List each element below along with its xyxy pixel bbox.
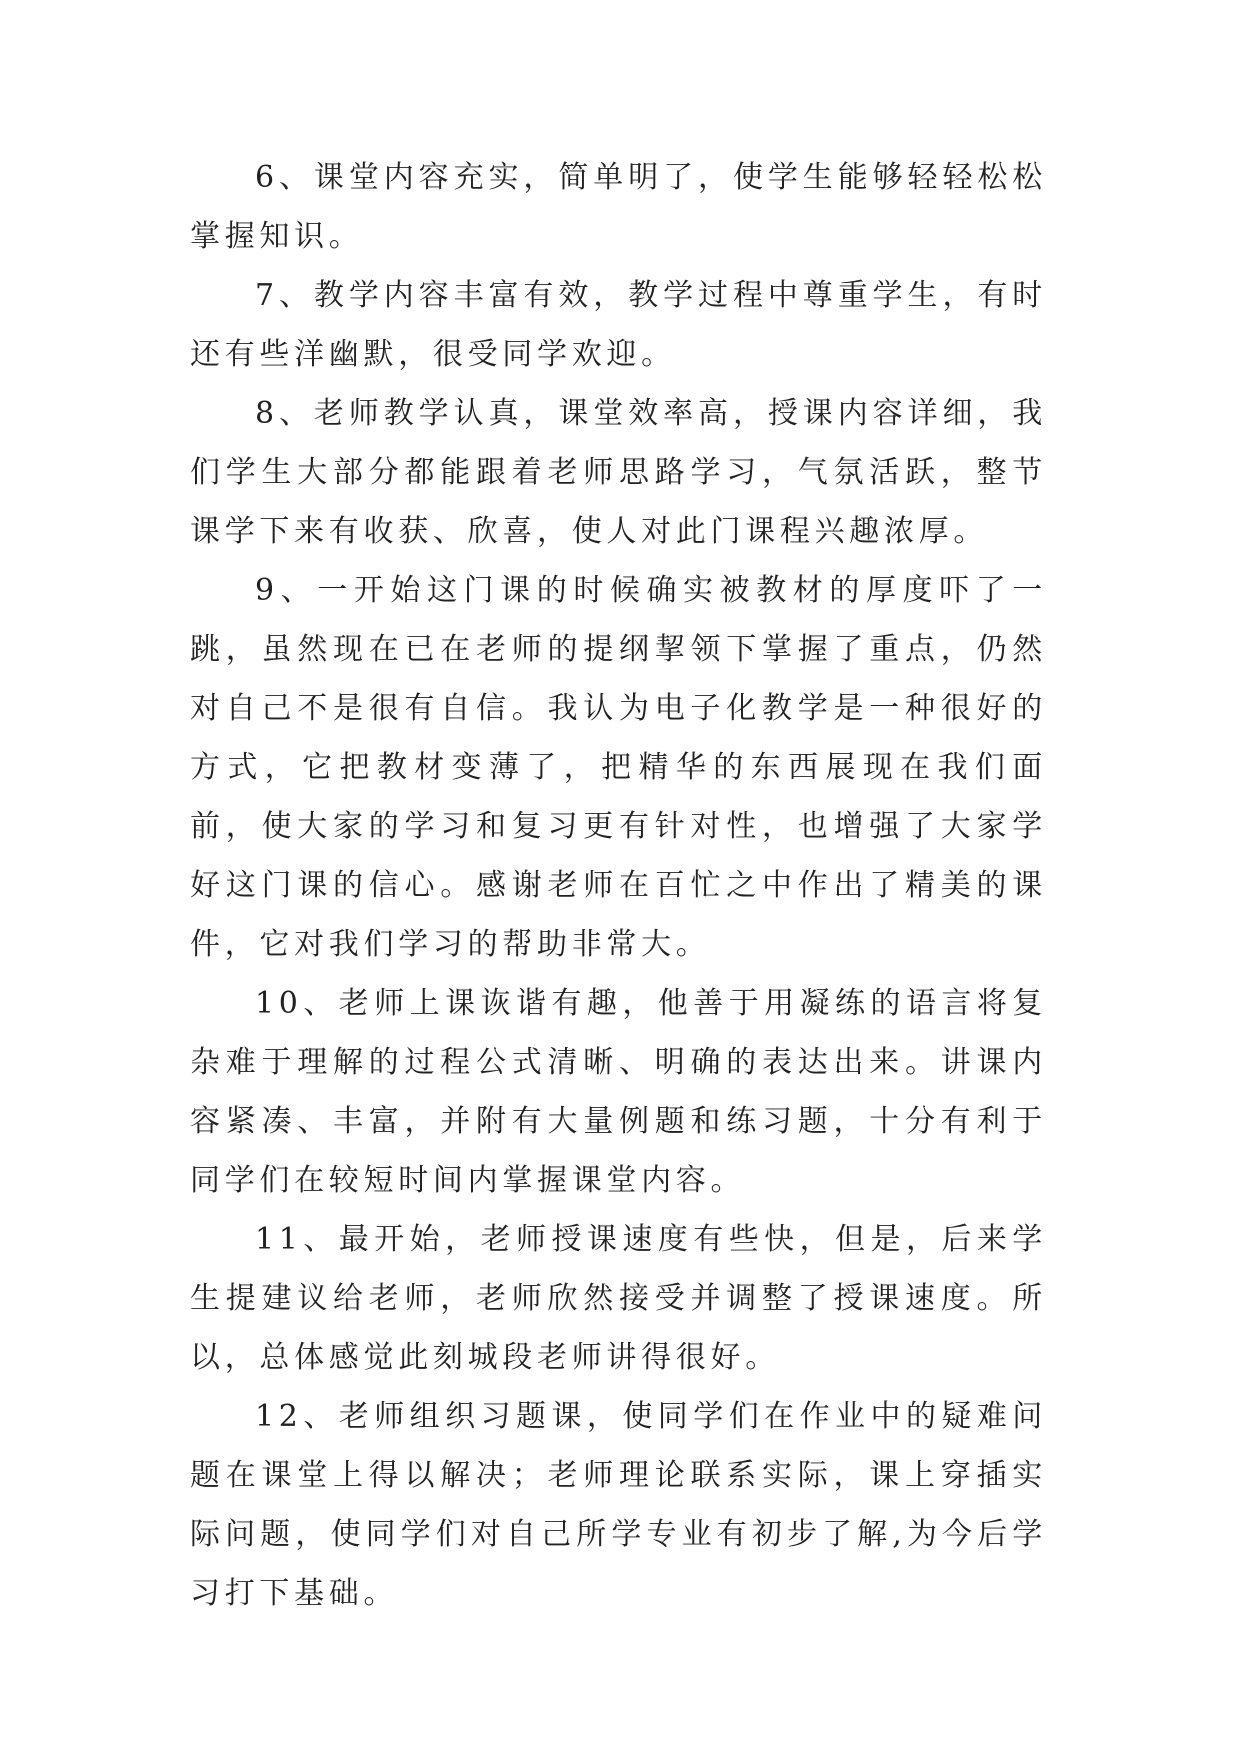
paragraph-item-8: 8、老师教学认真，课堂效率高，授课内容详细，我们学生大部分都能跟着老师思路学习，气氛活跃，整节课学下来有收获、欣喜，使人对此门课程兴趣浓厚。 xyxy=(190,396,1047,549)
paragraph-item-7: 7、教学内容丰富有效，教学过程中尊重学生，有时还有些洋幽默，很受同学欢迎。 xyxy=(190,278,1047,372)
paragraph-item-10: 10、老师上课诙谐有趣，他善于用凝练的语言将复杂难于理解的过程公式清晰、明确的表达出来。讲课内容紧凑、丰富，并附有大量例题和练习题，十分有利于同学们在较短时间内掌握课堂内容。 xyxy=(190,986,1047,1198)
paragraph-item-9: 9、一开始这门课的时候确实被教材的厚度吓了一跳，虽然现在已在老师的提纲挈领下掌握了重点，仍然对自己不是很有自信。我认为电子化教学是一种很好的方式，它把教材变薄了，把精华的东西展现在我们面前，使大家的学习和复习更有针对性，也增强了大家学好这门课的信心。感谢老师在百忙之中作出了精美的课件，它对我们学习的帮助非常大。 xyxy=(190,573,1047,962)
paragraph-item-6: 6、课堂内容充实，简单明了，使学生能够轻轻松松掌握知识。 xyxy=(190,160,1047,254)
paragraph-item-12: 12、老师组织习题课，使同学们在作业中的疑难问题在课堂上得以解决；老师理论联系实际，课上穿插实际问题，使同学们对自己所学专业有初步了解,为今后学习打下基础。 xyxy=(190,1399,1047,1611)
document-page xyxy=(190,148,1047,1623)
paragraph-item-11: 11、最开始，老师授课速度有些快，但是，后来学生提建议给老师，老师欣然接受并调整了授课速度。所以，总体感觉此刻城段老师讲得很好。 xyxy=(190,1222,1047,1375)
